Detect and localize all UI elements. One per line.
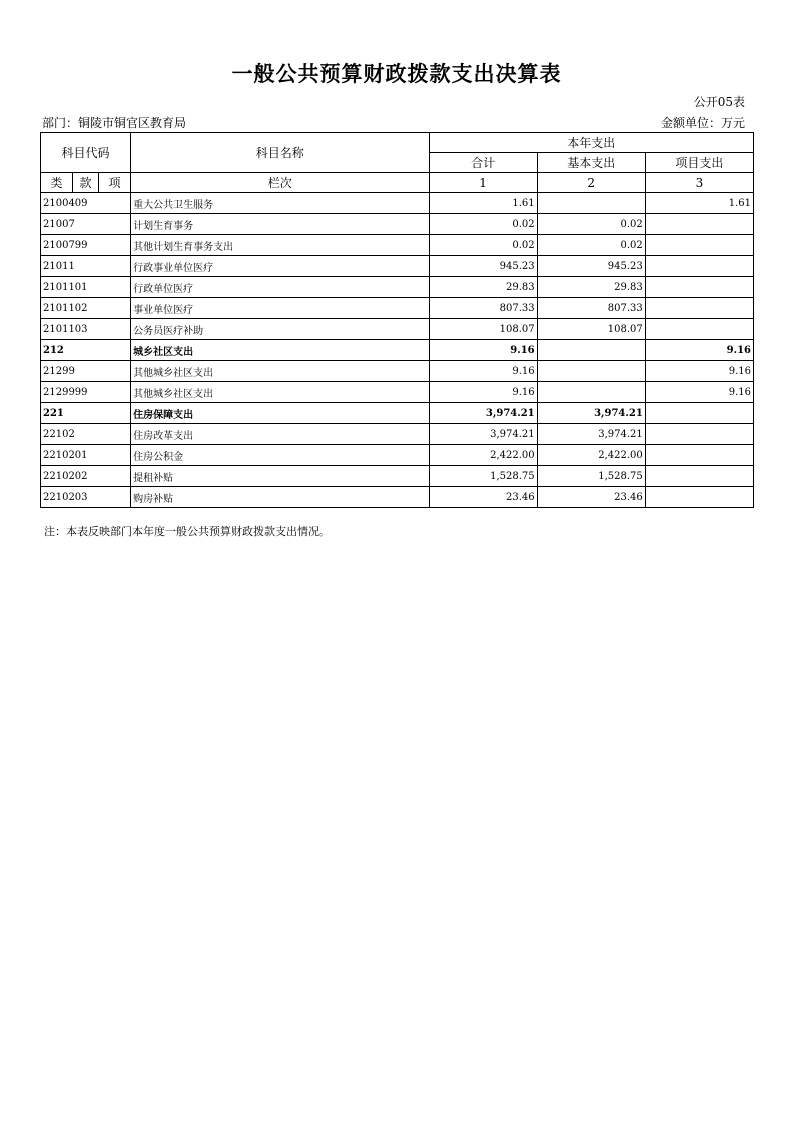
header-subject-name: 科目名称 [131, 133, 429, 173]
subject-code-cell: 2101101 [41, 277, 131, 298]
subject-code-cell: 2100799 [41, 235, 131, 256]
subject-name-cell: 行政事业单位医疗 [131, 256, 429, 277]
subject-name-cell: 行政单位医疗 [131, 277, 429, 298]
total-cell: 9.16 [429, 340, 537, 361]
table-row [41, 193, 754, 214]
subject-name-cell: 公务员医疗补助 [131, 319, 429, 340]
basic-cell: 1,528.75 [537, 466, 645, 487]
basic-cell: 23.46 [537, 487, 645, 508]
subject-code-cell: 21007 [41, 214, 131, 235]
subject-name-cell: 计划生育事务 [131, 214, 429, 235]
subject-name-cell: 住房公积金 [131, 445, 429, 466]
project-cell [645, 487, 753, 508]
total-cell: 0.02 [429, 235, 537, 256]
basic-cell: 0.02 [537, 235, 645, 256]
footnote: 注：本表反映部门本年度一般公共预算财政拨款支出情况。 [44, 525, 330, 538]
header-basic: 基本支出 [537, 153, 645, 173]
project-cell: 1.61 [645, 193, 753, 214]
project-cell [645, 424, 753, 445]
total-cell: 23.46 [429, 487, 537, 508]
subject-name-cell: 住房保障支出 [131, 403, 429, 424]
project-cell: 9.16 [645, 361, 753, 382]
subject-name-cell: 其他计划生育事务支出 [131, 235, 429, 256]
header-xiang: 项 [99, 173, 131, 193]
subject-code-cell: 21011 [41, 256, 131, 277]
subject-code-cell: 212 [41, 340, 131, 361]
total-cell: 9.16 [429, 361, 537, 382]
project-cell [645, 466, 753, 487]
total-cell: 29.83 [429, 277, 537, 298]
subject-code-cell: 221 [41, 403, 131, 424]
form-number: 公开05表 [693, 95, 745, 109]
subject-code-cell: 2210203 [41, 487, 131, 508]
subject-code-cell: 2100409 [41, 193, 131, 214]
total-cell: 1.61 [429, 193, 537, 214]
subject-name-cell: 重大公共卫生服务 [131, 193, 429, 214]
total-cell: 108.07 [429, 319, 537, 340]
subject-name-cell: 提租补贴 [131, 466, 429, 487]
subject-name-cell: 城乡社区支出 [131, 340, 429, 361]
header-kuan: 款 [73, 173, 99, 193]
table-row [41, 256, 754, 277]
table-row [41, 298, 754, 319]
project-cell [645, 445, 753, 466]
basic-cell: 108.07 [537, 319, 645, 340]
project-cell [645, 256, 753, 277]
table-row [41, 382, 754, 403]
project-cell: 9.16 [645, 382, 753, 403]
table-row [41, 487, 754, 508]
total-cell: 9.16 [429, 382, 537, 403]
project-cell [645, 319, 753, 340]
project-cell [645, 403, 753, 424]
table-body [41, 193, 754, 508]
table-row [41, 403, 754, 424]
header-col-2: 2 [537, 173, 645, 193]
total-cell: 807.33 [429, 298, 537, 319]
project-cell [645, 235, 753, 256]
basic-cell: 807.33 [537, 298, 645, 319]
table-row [41, 424, 754, 445]
table-row [41, 235, 754, 256]
department-label: 部门：铜陵市铜官区教育局 [42, 116, 187, 130]
project-cell [645, 298, 753, 319]
basic-cell [537, 193, 645, 214]
header-current-year: 本年支出 [429, 133, 754, 153]
header-subject-code: 科目代码 [41, 133, 131, 173]
subject-name-cell: 住房改革支出 [131, 424, 429, 445]
subject-name-cell: 其他城乡社区支出 [131, 361, 429, 382]
total-cell: 945.23 [429, 256, 537, 277]
subject-name-cell: 事业单位医疗 [131, 298, 429, 319]
header-lei: 类 [41, 173, 73, 193]
subject-code-cell: 21299 [41, 361, 131, 382]
project-cell: 9.16 [645, 340, 753, 361]
table-row [41, 340, 754, 361]
basic-cell: 3,974.21 [537, 403, 645, 424]
amount-unit-label: 金额单位：万元 [660, 116, 745, 130]
subject-code-cell: 2210202 [41, 466, 131, 487]
subject-code-cell: 2129999 [41, 382, 131, 403]
project-cell [645, 214, 753, 235]
subject-code-cell: 2210201 [41, 445, 131, 466]
header-project: 项目支出 [645, 153, 753, 173]
header-column-index: 栏次 [131, 173, 429, 193]
table-row [41, 445, 754, 466]
total-cell: 0.02 [429, 214, 537, 235]
expenditure-table [40, 132, 754, 508]
table-row [41, 361, 754, 382]
subject-name-cell: 其他城乡社区支出 [131, 382, 429, 403]
header-total: 合计 [429, 153, 537, 173]
subject-code-cell: 22102 [41, 424, 131, 445]
total-cell: 2,422.00 [429, 445, 537, 466]
total-cell: 3,974.21 [429, 403, 537, 424]
basic-cell: 0.02 [537, 214, 645, 235]
basic-cell [537, 382, 645, 403]
project-cell [645, 277, 753, 298]
header-col-1: 1 [429, 173, 537, 193]
subject-code-cell: 2101102 [41, 298, 131, 319]
total-cell: 3,974.21 [429, 424, 537, 445]
table-row [41, 277, 754, 298]
page-title: 一般公共预算财政拨款支出决算表 [231, 62, 562, 86]
table-row [41, 319, 754, 340]
subject-code-cell: 2101103 [41, 319, 131, 340]
table-row [41, 214, 754, 235]
total-cell: 1,528.75 [429, 466, 537, 487]
header-col-3: 3 [645, 173, 753, 193]
subject-name-cell: 购房补贴 [131, 487, 429, 508]
basic-cell: 2,422.00 [537, 445, 645, 466]
basic-cell: 3,974.21 [537, 424, 645, 445]
basic-cell [537, 361, 645, 382]
basic-cell: 945.23 [537, 256, 645, 277]
basic-cell [537, 340, 645, 361]
table-row [41, 466, 754, 487]
basic-cell: 29.83 [537, 277, 645, 298]
